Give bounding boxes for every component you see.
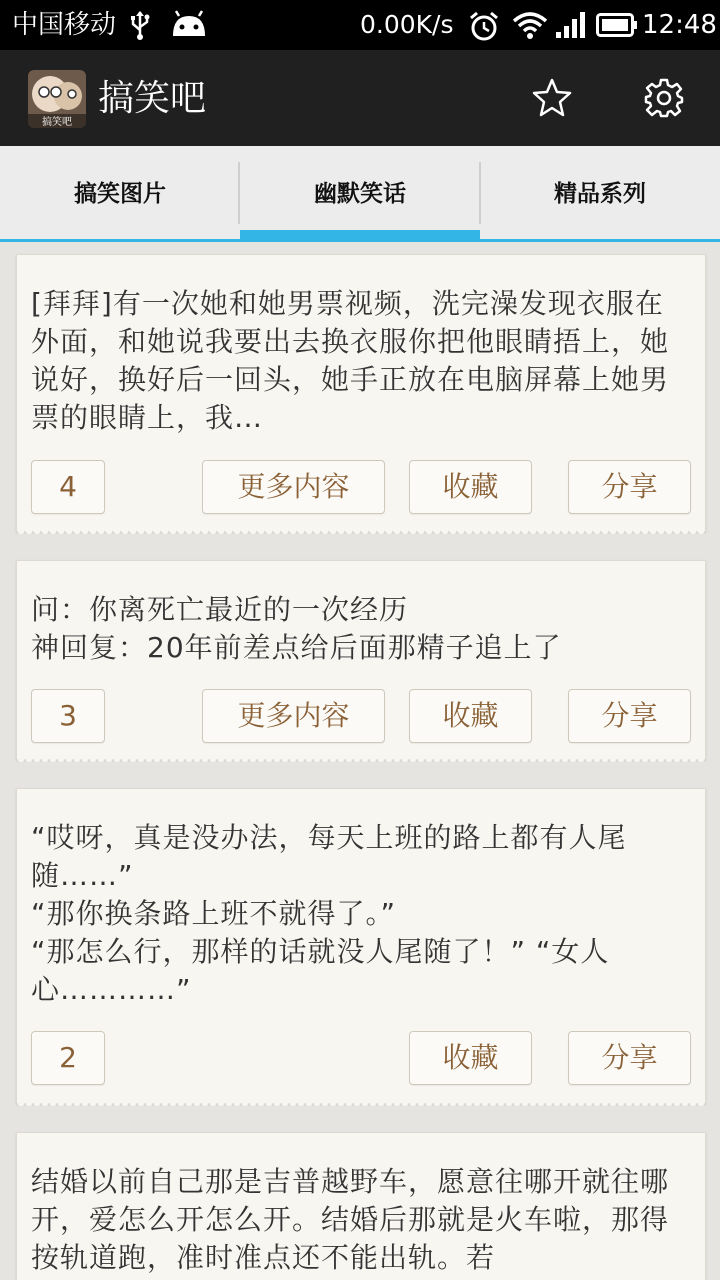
joke-line: 结婚以前自己那是吉普越野车，愿意往哪开就往哪开，爱怎么开怎么开。结婚后那就是火车啦，那得按轨道跑，准时准点还不能出轨。若 [31, 1165, 670, 1274]
carrier-label: 中国移动 [12, 10, 117, 40]
favorite-button[interactable]: 收藏 [409, 460, 532, 514]
action-bar [0, 50, 720, 146]
android-icon [170, 10, 208, 40]
usb-icon [128, 10, 152, 40]
joke-text [31, 1163, 691, 1277]
joke-card[interactable] [16, 560, 706, 760]
like-count-button[interactable]: 3 [31, 689, 105, 743]
gear-icon [642, 76, 686, 120]
app-logo[interactable] [28, 70, 86, 128]
star-icon [530, 76, 574, 120]
tab-bar [0, 146, 720, 242]
favorite-button[interactable]: 收藏 [409, 689, 532, 743]
tab-featured-series[interactable]: 精品系列 [554, 181, 646, 207]
favorite-button[interactable]: 收藏 [409, 1031, 532, 1085]
alarm-icon [468, 10, 500, 42]
selected-tab-indicator [240, 230, 480, 240]
share-button[interactable]: 分享 [568, 460, 691, 514]
status-bar [0, 0, 720, 50]
joke-card[interactable] [16, 1132, 706, 1280]
joke-line: “哎呀，真是没办法，每天上班的路上都有人尾随……” [31, 821, 627, 892]
joke-line: 神回复：20年前差点给后面那精子追上了 [31, 631, 562, 664]
app-title: 搞笑吧 [98, 78, 207, 119]
joke-line: [拜拜]有一次她和她男票视频，洗完澡发现衣服在外面，和她说我要出去换衣服你把他眼睛捂上，她说好，换好后一回头，她手正放在电脑屏幕上她男票的眼睛上，我… [31, 287, 670, 434]
joke-line: “那怎么行，那样的话就没人尾随了！” “女人心…………” [31, 935, 610, 1006]
network-speed: 0.00K/s [360, 10, 454, 39]
joke-line: 问：你离死亡最近的一次经历 [31, 593, 409, 626]
joke-text [31, 591, 691, 667]
more-content-button[interactable]: 更多内容 [202, 689, 385, 743]
joke-line: “那你换条路上班不就得了。” [31, 897, 397, 930]
share-button[interactable]: 分享 [568, 1031, 691, 1085]
signal-icon [554, 10, 588, 40]
favorites-button[interactable] [530, 76, 574, 120]
joke-text [31, 285, 691, 437]
app-logo-caption: 搞笑吧 [42, 117, 72, 128]
settings-button[interactable] [642, 76, 686, 120]
clock: 12:48 [642, 10, 717, 40]
wifi-icon [512, 10, 548, 40]
more-content-button[interactable]: 更多内容 [202, 460, 385, 514]
joke-card[interactable] [16, 788, 706, 1104]
app-logo-image [28, 70, 86, 128]
share-button[interactable]: 分享 [568, 689, 691, 743]
battery-icon [596, 13, 638, 37]
like-count-button[interactable]: 2 [31, 1031, 105, 1085]
joke-text [31, 819, 691, 1009]
joke-card[interactable] [16, 254, 706, 532]
tab-funny-pictures[interactable]: 搞笑图片 [74, 181, 166, 207]
like-count-button[interactable]: 4 [31, 460, 105, 514]
tab-humor-jokes[interactable]: 幽默笑话 [314, 181, 406, 207]
